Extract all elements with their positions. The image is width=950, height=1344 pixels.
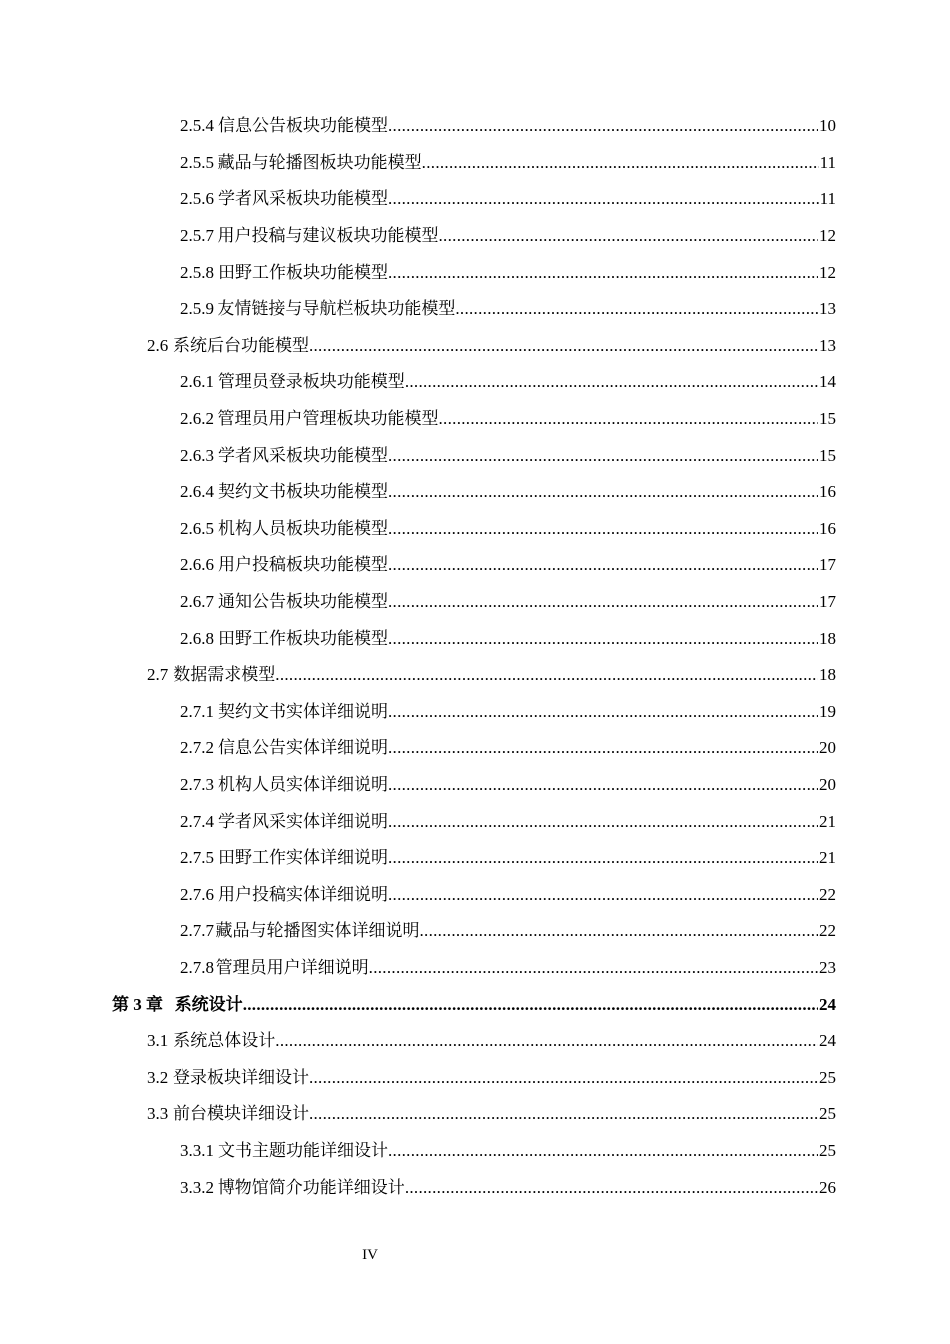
dot-leader bbox=[369, 958, 818, 978]
toc-entry[interactable] bbox=[0, 1169, 950, 1206]
toc-entry[interactable] bbox=[0, 1059, 950, 1096]
toc-entry-title: 学者风采板块功能模型 bbox=[217, 445, 388, 465]
toc-entry-number: 3.2 bbox=[147, 1067, 169, 1087]
toc-entry-title: 田野工作实体详细说明 bbox=[217, 848, 388, 868]
toc-entry-title: 机构人员实体详细说明 bbox=[217, 774, 388, 794]
toc-entry-page: 15 bbox=[819, 445, 836, 465]
toc-entry-title: 用户投稿与建议板块功能模型 bbox=[217, 226, 439, 246]
toc-entry-page: 17 bbox=[819, 592, 836, 612]
toc-entry-number: 2.6.8 bbox=[180, 628, 214, 648]
toc-entry-title: 用户投稿板块功能模型 bbox=[217, 555, 388, 575]
toc-entry[interactable] bbox=[0, 1133, 950, 1170]
toc-entry-page: 23 bbox=[819, 957, 836, 977]
toc-entry-page: 16 bbox=[819, 518, 836, 538]
toc-entry-page: 24 bbox=[819, 1031, 836, 1051]
toc-entry[interactable] bbox=[0, 401, 950, 438]
toc-entry-title: 通知公告板块功能模型 bbox=[217, 592, 388, 612]
dot-leader bbox=[419, 921, 818, 941]
toc-entry-title: 藏品与轮播图实体详细说明 bbox=[215, 921, 420, 941]
dot-leader bbox=[439, 409, 819, 429]
toc-entry-title: 信息公告板块功能模型 bbox=[217, 116, 388, 136]
toc-entry[interactable] bbox=[0, 657, 950, 694]
toc-entry-number: 2.6.6 bbox=[180, 555, 214, 575]
toc-entry-title: 用户投稿实体详细说明 bbox=[217, 884, 388, 904]
toc-entry-title: 信息公告实体详细说明 bbox=[217, 738, 388, 758]
table-of-contents bbox=[0, 108, 950, 1206]
toc-entry-page: 22 bbox=[819, 884, 836, 904]
toc-entry-number: 3.1 bbox=[147, 1031, 169, 1051]
toc-entry-title: 管理员登录板块功能模型 bbox=[217, 372, 405, 392]
toc-entry[interactable] bbox=[0, 986, 950, 1023]
toc-entry-number: 2.7.4 bbox=[180, 811, 214, 831]
toc-entry-number: 2.5.5 bbox=[180, 152, 214, 172]
toc-entry-page: 11 bbox=[819, 152, 836, 172]
toc-entry[interactable] bbox=[0, 437, 950, 474]
dot-leader bbox=[309, 1068, 818, 1088]
dot-leader bbox=[388, 812, 818, 832]
toc-entry-page: 20 bbox=[819, 738, 836, 758]
toc-entry[interactable] bbox=[0, 511, 950, 548]
toc-entry[interactable] bbox=[0, 913, 950, 950]
toc-entry[interactable] bbox=[0, 328, 950, 365]
toc-entry-number: 2.6.5 bbox=[180, 518, 214, 538]
dot-leader bbox=[388, 738, 818, 758]
toc-entry-page: 13 bbox=[819, 335, 836, 355]
dot-leader bbox=[388, 446, 818, 466]
dot-leader bbox=[439, 226, 819, 246]
toc-entry-number: 2.7.5 bbox=[180, 848, 214, 868]
dot-leader bbox=[388, 263, 818, 283]
toc-entry-title: 系统设计 bbox=[174, 994, 243, 1014]
dot-leader bbox=[388, 116, 818, 136]
toc-entry-number: 2.6.7 bbox=[180, 592, 214, 612]
toc-entry-number: 2.7.2 bbox=[180, 738, 214, 758]
toc-entry[interactable] bbox=[0, 584, 950, 621]
toc-entry-number: 2.7 bbox=[147, 665, 169, 685]
toc-entry[interactable] bbox=[0, 547, 950, 584]
toc-entry[interactable] bbox=[0, 1023, 950, 1060]
toc-entry-title: 文书主题功能详细设计 bbox=[217, 1140, 388, 1160]
toc-entry-page: 18 bbox=[819, 628, 836, 648]
toc-entry-title: 管理员用户详细说明 bbox=[215, 957, 369, 977]
toc-entry-title: 登录板块详细设计 bbox=[172, 1067, 309, 1087]
toc-entry-number: 2.7.7 bbox=[180, 921, 214, 941]
toc-entry-number: 2.5.8 bbox=[180, 262, 214, 282]
dot-leader bbox=[388, 519, 818, 539]
dot-leader bbox=[388, 775, 818, 795]
toc-entry-title: 友情链接与导航栏板块功能模型 bbox=[217, 299, 456, 319]
toc-entry-title: 契约文书板块功能模型 bbox=[217, 482, 388, 502]
dot-leader bbox=[388, 1141, 818, 1161]
toc-entry[interactable] bbox=[0, 1096, 950, 1133]
toc-entry[interactable] bbox=[0, 620, 950, 657]
toc-entry-page: 21 bbox=[819, 811, 836, 831]
toc-entry-page: 22 bbox=[819, 921, 836, 941]
toc-entry-page: 21 bbox=[819, 848, 836, 868]
dot-leader bbox=[455, 299, 818, 319]
toc-entry[interactable] bbox=[0, 254, 950, 291]
toc-entry[interactable] bbox=[0, 108, 950, 145]
toc-entry[interactable] bbox=[0, 474, 950, 511]
toc-entry-page: 19 bbox=[819, 701, 836, 721]
toc-entry-page: 26 bbox=[819, 1177, 836, 1197]
toc-entry-page: 15 bbox=[819, 409, 836, 429]
toc-entry-number: 第 3 章 bbox=[112, 994, 163, 1014]
toc-entry-title: 田野工作板块功能模型 bbox=[217, 262, 388, 282]
dot-leader bbox=[275, 665, 818, 685]
toc-entry[interactable] bbox=[0, 364, 950, 401]
toc-entry-page: 14 bbox=[819, 372, 836, 392]
toc-entry-title: 契约文书实体详细说明 bbox=[217, 701, 388, 721]
dot-leader bbox=[405, 1178, 818, 1198]
toc-entry-number: 2.5.4 bbox=[180, 116, 214, 136]
toc-entry-title: 藏品与轮播图板块功能模型 bbox=[217, 152, 422, 172]
toc-entry-number: 2.6.4 bbox=[180, 482, 214, 502]
dot-leader bbox=[388, 702, 818, 722]
toc-entry[interactable] bbox=[0, 767, 950, 804]
toc-entry-page: 12 bbox=[819, 226, 836, 246]
dot-leader bbox=[388, 629, 818, 649]
toc-entry-number: 2.6.1 bbox=[180, 372, 214, 392]
toc-entry[interactable] bbox=[0, 291, 950, 328]
toc-entry-number: 3.3 bbox=[147, 1104, 169, 1124]
toc-entry-number: 2.6 bbox=[147, 335, 169, 355]
toc-entry-page: 24 bbox=[819, 994, 836, 1014]
dot-leader bbox=[388, 555, 818, 575]
toc-entry-number: 2.7.8 bbox=[180, 957, 214, 977]
toc-entry-number: 2.5.7 bbox=[180, 226, 214, 246]
toc-entry-page: 17 bbox=[819, 555, 836, 575]
dot-leader bbox=[309, 1104, 818, 1124]
toc-entry-page: 25 bbox=[819, 1104, 836, 1124]
toc-entry-number: 2.7.6 bbox=[180, 884, 214, 904]
toc-entry[interactable] bbox=[0, 950, 950, 987]
toc-entry-number: 2.7.3 bbox=[180, 774, 214, 794]
toc-entry-title: 管理员用户管理板块功能模型 bbox=[217, 409, 439, 429]
toc-entry-title: 学者风采实体详细说明 bbox=[217, 811, 388, 831]
toc-entry-page: 13 bbox=[819, 299, 836, 319]
toc-entry[interactable] bbox=[0, 730, 950, 767]
toc-entry[interactable] bbox=[0, 876, 950, 913]
toc-entry-title: 学者风采板块功能模型 bbox=[217, 189, 388, 209]
toc-entry-number: 2.7.1 bbox=[180, 701, 214, 721]
toc-entry-title: 博物馆简介功能详细设计 bbox=[217, 1177, 405, 1197]
toc-entry[interactable] bbox=[0, 840, 950, 877]
toc-entry-page: 10 bbox=[819, 116, 836, 136]
dot-leader bbox=[388, 592, 818, 612]
toc-entry-page: 25 bbox=[819, 1067, 836, 1087]
toc-entry-number: 2.5.9 bbox=[180, 299, 214, 319]
page-number-footer: IV bbox=[362, 1247, 378, 1263]
toc-entry-number: 3.3.1 bbox=[180, 1140, 214, 1160]
toc-entry-number: 3.3.2 bbox=[180, 1177, 214, 1197]
toc-entry-title: 数据需求模型 bbox=[173, 665, 276, 685]
dot-leader bbox=[388, 885, 818, 905]
dot-leader bbox=[422, 153, 819, 173]
toc-entry-page: 20 bbox=[819, 774, 836, 794]
dot-leader bbox=[243, 995, 818, 1015]
dot-leader bbox=[275, 1031, 818, 1051]
toc-entry-page: 12 bbox=[819, 262, 836, 282]
dot-leader bbox=[388, 482, 818, 502]
toc-entry-number: 2.6.2 bbox=[180, 409, 214, 429]
dot-leader bbox=[388, 189, 819, 209]
toc-entry-title: 田野工作板块功能模型 bbox=[217, 628, 388, 648]
dot-leader bbox=[388, 848, 818, 868]
toc-entry-title: 系统后台功能模型 bbox=[172, 335, 309, 355]
toc-entry-number: 2.6.3 bbox=[180, 445, 214, 465]
toc-entry-title: 机构人员板块功能模型 bbox=[217, 518, 388, 538]
toc-entry-page: 16 bbox=[819, 482, 836, 502]
toc-entry[interactable] bbox=[0, 694, 950, 731]
toc-entry-page: 18 bbox=[819, 665, 836, 685]
toc-entry[interactable] bbox=[0, 181, 950, 218]
toc-entry[interactable] bbox=[0, 145, 950, 182]
dot-leader bbox=[405, 372, 818, 392]
toc-entry-page: 11 bbox=[819, 189, 836, 209]
toc-entry-number: 2.5.6 bbox=[180, 189, 214, 209]
toc-entry[interactable] bbox=[0, 218, 950, 255]
toc-entry-title: 系统总体设计 bbox=[173, 1031, 276, 1051]
toc-entry-page: 25 bbox=[819, 1140, 836, 1160]
dot-leader bbox=[309, 336, 818, 356]
toc-entry[interactable] bbox=[0, 803, 950, 840]
toc-entry-title: 前台模块详细设计 bbox=[172, 1104, 309, 1124]
